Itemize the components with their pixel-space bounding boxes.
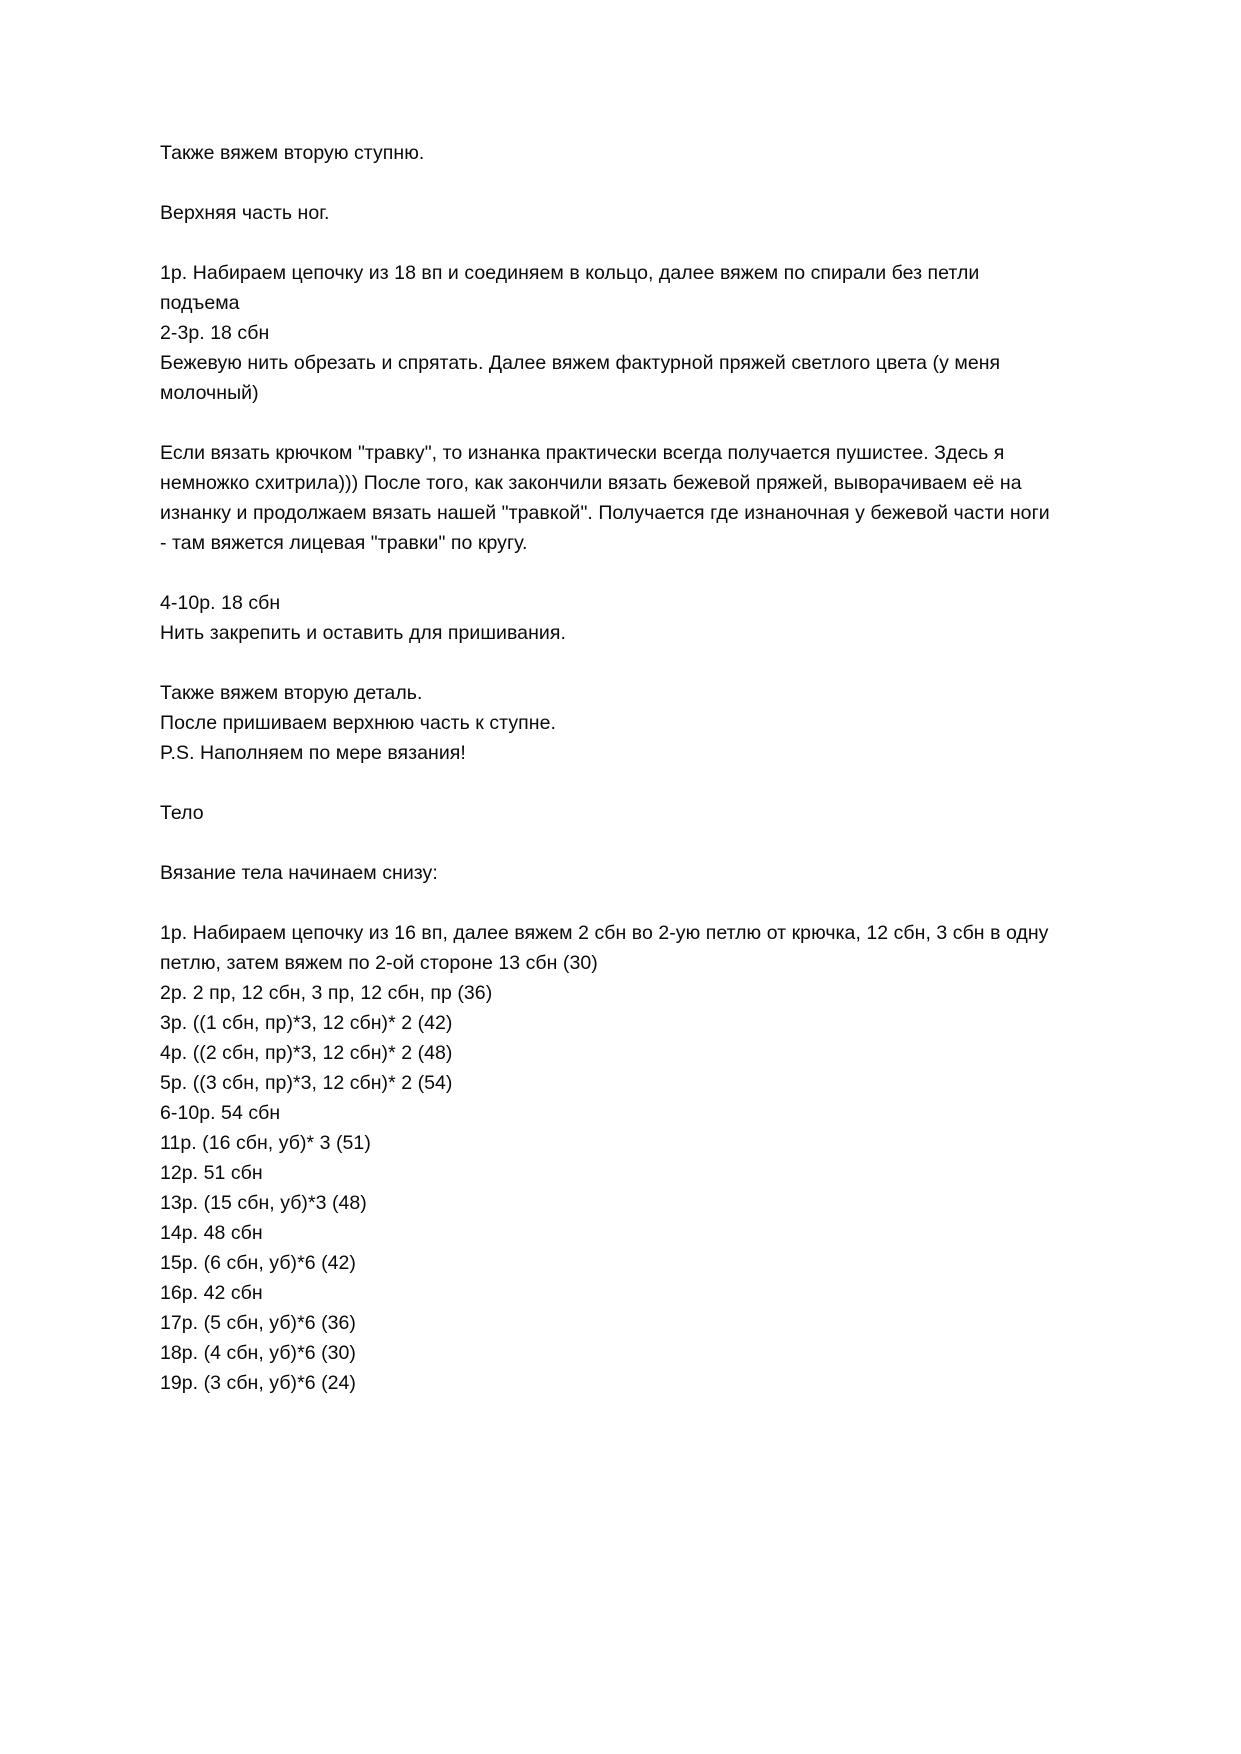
text-line: Верхняя часть ног. xyxy=(160,202,330,224)
text-line: 13р. (15 сбн, уб)*3 (48) xyxy=(160,1192,367,1214)
text-line: 3р. ((1 сбн, пр)*3, 12 сбн)* 2 (42) xyxy=(160,1012,453,1034)
paragraph-legs-rows xyxy=(160,258,1060,408)
text-line: Также вяжем вторую деталь. xyxy=(160,682,423,704)
text-line: 16р. 42 сбн xyxy=(160,1282,263,1304)
text-line: 6-10р. 54 сбн xyxy=(160,1102,281,1124)
text-line: Также вяжем вторую ступню. xyxy=(160,142,425,164)
text-line: Бежевую нить обрезать и спрятать. Далее вяжем фактурной пряжей светлого цвета (у меня молочный) xyxy=(160,352,1001,404)
paragraph-body-intro xyxy=(160,858,1060,888)
paragraph-assembly-notes xyxy=(160,678,1060,768)
paragraph-intro-second-foot xyxy=(160,138,1060,168)
text-line: 17р. (5 сбн, уб)*6 (36) xyxy=(160,1312,356,1334)
text-line: 4-10р. 18 сбн xyxy=(160,592,281,614)
text-line: 12р. 51 сбн xyxy=(160,1162,263,1184)
document-text-body xyxy=(160,138,1060,1398)
text-line: 14р. 48 сбн xyxy=(160,1222,263,1244)
paragraph-heading-upper-legs xyxy=(160,198,1060,228)
paragraph-grass-note xyxy=(160,438,1060,558)
text-line: 1р. Набираем цепочку из 18 вп и соединяем в кольцо, далее вяжем по спирали без петли подъема xyxy=(160,262,980,314)
text-line: Если вязать крючком "травку", то изнанка практически всегда получается пушистее. Здесь я немножко схитрила))) После того, как закончили вязать бежевой пряжей, выворачиваем её на изнанку и продолжаем вязать нашей "травкой". Получается где изнаночная у бежевой части ноги - там вяжется лицевая "травки" по кругу. xyxy=(160,442,1050,554)
text-line: 5р. ((3 сбн, пр)*3, 12 сбн)* 2 (54) xyxy=(160,1072,453,1094)
text-line: Нить закрепить и оставить для пришивания. xyxy=(160,622,566,644)
paragraph-heading-body xyxy=(160,798,1060,828)
text-line: 1р. Набираем цепочку из 16 вп, далее вяжем 2 сбн во 2-ую петлю от крючка, 12 сбн, 3 сбн в одну петлю, затем вяжем по 2-ой стороне 13 сбн (30) xyxy=(160,922,1049,974)
text-line: Тело xyxy=(160,802,204,824)
text-line: После пришиваем верхнюю часть к ступне. xyxy=(160,712,556,734)
text-line: Вязание тела начинаем снизу: xyxy=(160,862,438,884)
paragraph-body-rows xyxy=(160,918,1060,1398)
text-line: 15р. (6 сбн, уб)*6 (42) xyxy=(160,1252,356,1274)
text-line: 2р. 2 пр, 12 сбн, 3 пр, 12 сбн, пр (36) xyxy=(160,982,493,1004)
text-line: 19р. (3 сбн, уб)*6 (24) xyxy=(160,1372,356,1394)
text-line: 11р. (16 сбн, уб)* 3 (51) xyxy=(160,1132,371,1154)
paragraph-legs-rows-continued xyxy=(160,588,1060,648)
text-line: 2-3р. 18 сбн xyxy=(160,322,270,344)
text-line: 18р. (4 сбн, уб)*6 (30) xyxy=(160,1342,356,1364)
text-line: P.S. Наполняем по мере вязания! xyxy=(160,742,466,764)
text-line: 4р. ((2 сбн, пр)*3, 12 сбн)* 2 (48) xyxy=(160,1042,453,1064)
